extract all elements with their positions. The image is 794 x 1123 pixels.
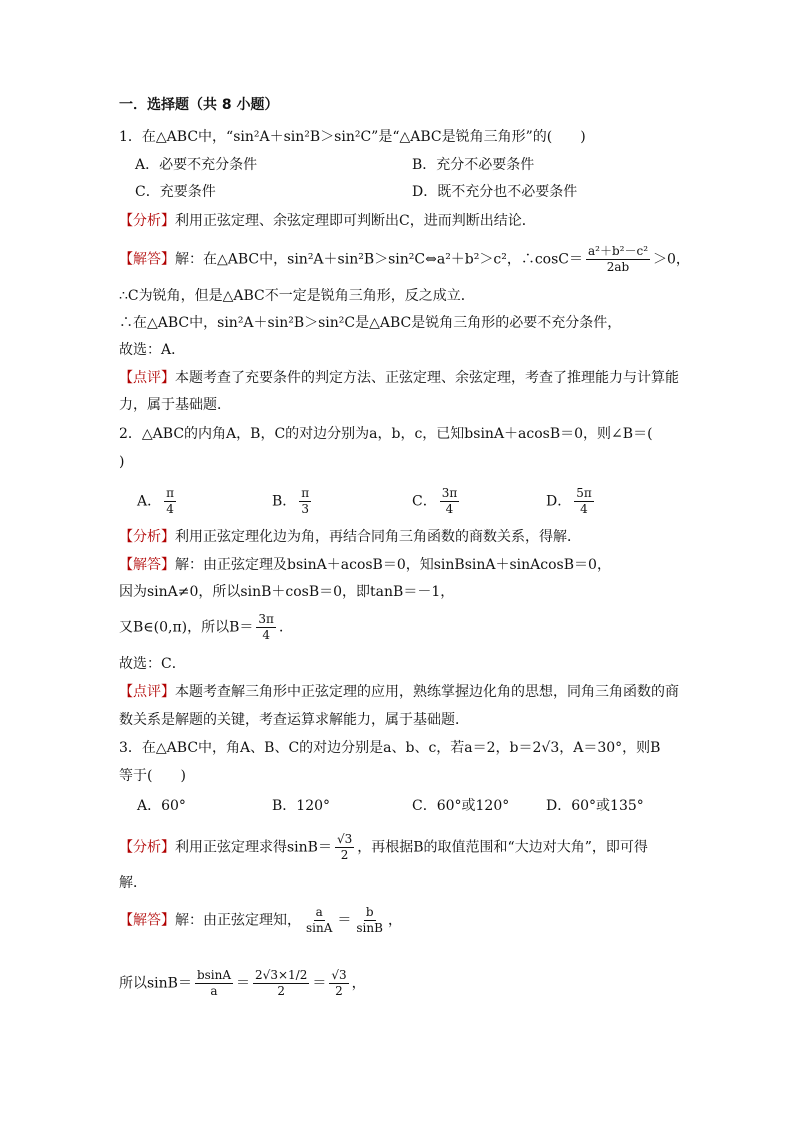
analysis-tag: 【分析】: [119, 213, 175, 229]
option-label: C．: [412, 493, 437, 510]
q1-option-b: B．充分不必要条件: [412, 157, 535, 173]
fraction: [329, 968, 348, 999]
q2-choice: 故选：C．: [119, 656, 186, 672]
fraction-numerator: √3: [336, 832, 353, 846]
q2-analysis: [119, 527, 581, 547]
analysis-tag: 【分析】: [119, 529, 175, 545]
answer-text: 又B∈(0,π)，所以B＝: [119, 619, 254, 636]
analysis-text: 利用正弦定理化边为角，再结合同角三角函数的商数关系，得解．: [175, 529, 581, 545]
fraction-denominator: 2: [277, 984, 286, 998]
q1-stem: 1．在△ABC中，“sin²A＋sin²B＞sin²C”是“△ABC是锐角三角形”的( ): [119, 129, 586, 145]
q2-comment-line2: 数关系是解题的关键，考查运算求解能力，属于基础题．: [119, 712, 469, 728]
fraction-numerator: a²＋b²－c²: [588, 244, 649, 258]
q1-answer-line3: ∴在△ABC中，sin²A＋sin²B＞sin²C是△ABC是锐角三角形的必要不充分条件，: [119, 315, 622, 331]
q3-stem-line1: 3．在△ABC中，角A、B、C的对边分别是a、b、c，若a＝2，b＝2√3，A＝30°，则B: [119, 740, 661, 756]
q1-option-d: D．既不充分也不必要条件: [412, 184, 578, 200]
answer-tag: 【解答】: [119, 557, 175, 573]
fraction-numerator: b: [365, 905, 374, 919]
answer-text: 解：在△ABC中，sin²A＋sin²B＞sin²C⇔a²＋b²＞c²，∴cosC＝: [175, 251, 584, 268]
q1-comment-line1: [119, 368, 679, 388]
q2-answer-line1: [119, 555, 611, 575]
fraction: [335, 832, 354, 863]
answer-tag: 【解答】: [119, 251, 175, 268]
fraction-denominator: a: [210, 984, 218, 998]
analysis-text: 利用正弦定理、余弦定理即可判断出C，进而判断出结论．: [175, 213, 536, 229]
fraction: [256, 612, 276, 643]
answer-text: 所以sinB＝: [119, 975, 192, 992]
fraction-numerator: π: [301, 486, 310, 500]
q3-option-d: D．60°或135°: [546, 798, 644, 814]
option-label: D．: [546, 493, 572, 510]
fraction-denominator: sinB: [356, 921, 383, 935]
fraction-denominator: 2ab: [606, 260, 630, 274]
answer-text: 解：由正弦定理及bsinA＋acosB＝0，知sinBsinA＋sinAcosB＝0，: [175, 557, 611, 573]
option-label: A．: [137, 493, 162, 510]
fraction: [304, 905, 334, 936]
q2-comment-line1: [119, 682, 679, 702]
answer-text: ＞0，: [653, 251, 690, 268]
q3-option-c: C．60°或120°: [412, 798, 510, 814]
fraction-numerator: 3π: [258, 612, 274, 626]
comment-text: 本题考查了充要条件的判定方法、正弦定理、余弦定理，考查了推理能力与计算能: [175, 370, 679, 386]
q1-answer-line1: [119, 244, 690, 275]
fraction: [440, 486, 460, 517]
equals-sign: ＝: [312, 975, 327, 992]
q1-choice: 故选：A．: [119, 342, 186, 358]
fraction: [299, 486, 311, 517]
fraction-numerator: 5π: [576, 486, 592, 500]
analysis-text: 利用正弦定理求得sinB＝: [175, 839, 332, 856]
q3-option-b: B．120°: [272, 798, 331, 814]
q2-option-b: [272, 486, 314, 517]
q2-stem-line1: 2．△ABC的内角A，B，C的对边分别为a，b，c，已知bsinA＋acosB＝0，则∠B＝(: [119, 426, 653, 442]
q2-option-a: [137, 486, 179, 517]
fraction-denominator: 2: [340, 848, 349, 862]
q2-option-c: [412, 486, 462, 517]
q2-answer-line2: 因为sinA≠0，所以sinB＋cosB＝0，即tanB＝－1，: [119, 584, 455, 600]
fraction: [586, 244, 650, 275]
fraction-denominator: 4: [445, 502, 454, 516]
fraction-numerator: √3: [331, 968, 347, 982]
option-label: B．: [272, 493, 297, 510]
fraction-numerator: π: [166, 486, 175, 500]
fraction-denominator: 4: [166, 502, 174, 516]
comment-tag: 【点评】: [119, 370, 175, 386]
q1-answer-line2: ∴C为锐角，但是△ABC不一定是锐角三角形，反之成立．: [119, 288, 475, 304]
fraction: [574, 486, 594, 517]
answer-text: 解：由正弦定理知，: [175, 912, 301, 929]
fraction-denominator: 3: [301, 502, 310, 516]
analysis-tag: 【分析】: [119, 839, 175, 856]
fraction-denominator: 4: [580, 502, 588, 516]
comment-tag: 【点评】: [119, 684, 175, 700]
answer-text: ，: [387, 912, 402, 929]
fraction-numerator: 3π: [441, 486, 458, 500]
q2-answer-line3: [119, 612, 293, 643]
q3-answer-line2: [119, 968, 366, 999]
q2-stem-line2: ): [119, 454, 125, 470]
fraction-denominator: 4: [262, 628, 270, 642]
fraction: [195, 968, 233, 999]
answer-text: ．: [278, 619, 293, 636]
fraction: [354, 905, 385, 936]
q3-answer-line1: [119, 905, 402, 936]
q3-option-a: A．60°: [137, 798, 186, 814]
q3-analysis-line1: [119, 832, 648, 863]
comment-text: 本题考查解三角形中正弦定理的应用，熟练掌握边化角的思想，同角三角函数的商: [175, 684, 679, 700]
equals-sign: ＝: [236, 975, 251, 992]
analysis-text: ，再根据B的取值范围和“大边对大角”，即可得: [357, 839, 648, 856]
q2-option-d: [546, 486, 597, 517]
fraction: [164, 486, 176, 517]
answer-tag: 【解答】: [119, 912, 175, 929]
fraction-denominator: sinA: [306, 921, 333, 935]
q1-option-a: A．必要不充分条件: [135, 157, 258, 173]
fraction: [253, 968, 309, 999]
q1-option-c: C．充要条件: [135, 184, 216, 200]
fraction-numerator: bsinA: [196, 968, 232, 982]
section-title: 一．选择题（共 8 小题）: [119, 97, 279, 113]
q1-comment-line2: 力，属于基础题．: [119, 397, 231, 413]
fraction-denominator: 2: [335, 984, 343, 998]
answer-text: ，: [351, 975, 366, 992]
fraction-numerator: a: [315, 905, 323, 919]
fraction-numerator: 2√3×1/2: [255, 968, 308, 982]
q3-stem-line2: 等于( ): [119, 768, 186, 784]
equals-sign: ＝: [337, 912, 352, 929]
q3-analysis-line2: 解．: [119, 875, 147, 891]
q1-analysis: [119, 211, 536, 231]
